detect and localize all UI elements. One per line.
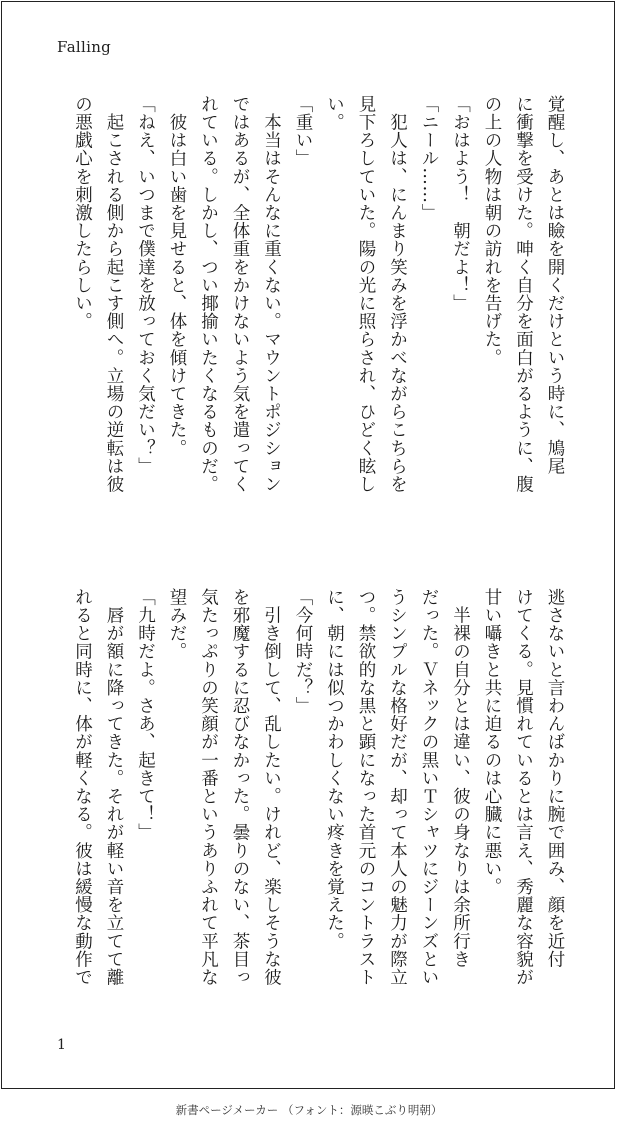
book-page [1, 1, 615, 1089]
running-title: Falling [57, 38, 112, 56]
page-number: 1 [57, 1037, 66, 1053]
lower-text-block: 逃さないと言わんばかりに腕で囲み、顔を近付 けてくる。見慣れているとは言え、秀麗な容貌が 甘い囁きと共に迫るのは心臓に悪い。 半裸の自分とは違い、彼の身なりは余所行き だった。Ｖネックの黒いＴシャツにジーンズとい うシンプルな格好だが、却って本人の魅力が際立 つ。禁欲的な黒と顕になった首元のコントラスト に、朝には似つかわしくない疼きを覚えた。 「今何時だ？」 引き倒して、乱したい。けれど、楽しそうな彼 を邪魔するに忍びなかった。曇りのない、茶目っ 気たっぷりの笑顔が一番というありふれて平凡な 望みだ。 「九時だよ。さあ、起きて！」 唇が額に降ってきた。それが軽い音を立てて離 れると同時に、体が軽くなる。彼は緩慢な動作で [72, 588, 565, 987]
footer-caption: 新書ページメーカー （フォント：源暎こぶり明朝） [175, 1103, 443, 1117]
upper-text-block: 覚醒し、あとは瞼を開くだけという時に、鳩尾 に衝撃を受けた。呻く自分を面白がるように、腹 の上の人物は朝の訪れを告げた。 「おはよう！ 朝だよ！」 「ニール……」 犯人は、にんまり笑みを浮かべながらこちらを 見下ろしていた。陽の光に照らされ、ひどく眩し い。 「重い」 本当はそんなに重くない。マウントポジション ではあるが、全体重をかけないよう気を遣ってく れている。しかし、つい揶揄いたくなるものだ。 彼は白い歯を見せると、体を傾けてきた。 「ねえ、いつまで僕達を放っておく気だい？」 起こされる側から起こす側へ。立場の逆転は彼 の悪戯心を刺激したらしい。 [72, 95, 565, 494]
